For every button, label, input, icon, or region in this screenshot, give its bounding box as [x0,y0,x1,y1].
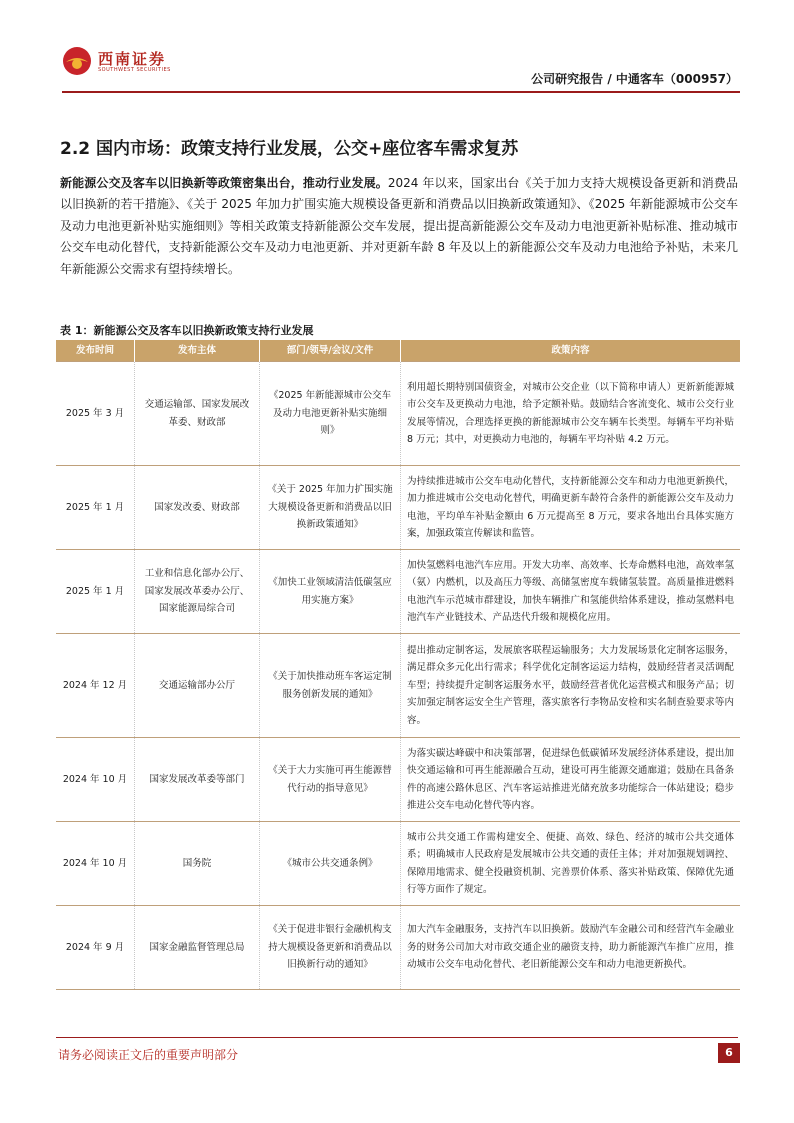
header-divider [62,91,740,93]
cell-time: 2024 年 10 月 [56,738,135,822]
policy-table [56,340,740,990]
cell-issuer: 国家金融监督管理总局 [135,906,260,990]
cell-content: 加快氢燃料电池汽车应用。开发大功率、高效率、长寿命燃料电池，高效率氢（氨）内燃机，以及高压力等级、高储氢密度车载储氢装置。高质量推进燃料电池汽车示范城市群建设，加快车辆推广和氢能供给体系建设，推动氢燃料电池汽车产业链技术、产品迭代升级和规模化应用。 [401,550,741,634]
body-paragraph [60,173,738,280]
cell-time: 2025 年 1 月 [56,466,135,550]
cell-time: 2024 年 9 月 [56,906,135,990]
report-title: 公司研究报告 / 中通客车（000957） [531,72,738,86]
paragraph-lead: 新能源公交及客车以旧换新等政策密集出台，推动行业发展。 [60,176,388,190]
table-header-row [56,340,740,362]
header-document: 部门/领导/会议/文件 [260,340,401,362]
cell-document: 《关于促进非银行金融机构支持大规模设备更新和消费品以旧换新行动的通知》 [260,906,401,990]
logo-english-name: SOUTHWEST SECURITIES [98,67,171,73]
page-number: 6 [718,1043,740,1063]
table-caption: 表 1：新能源公交及客车以旧换新政策支持行业发展 [60,324,314,337]
cell-content: 加大汽车金融服务，支持汽车以旧换新。鼓励汽车金融公司和经营汽车金融业务的财务公司加大对市政交通企业的融资支持，助力新能源汽车推广应用，推动城市公交车电动化替代、老旧新能源公交车和动力电池更新换代。 [401,906,741,990]
cell-content: 提出推动定制客运，发展旅客联程运输服务；大力发展场景化定制客运服务，满足群众多元化出行需求；科学优化定制客运运力结构，鼓励经营者灵活调配车型；持续提升定制客运服务水平，鼓励经营者优化运营模式和服务产品；切实加强定制客运安全生产管理，落实旅客行李物品安检和实名制查验要求等内容。 [401,634,741,738]
table-row [56,466,740,550]
cell-issuer: 国家发展改革委等部门 [135,738,260,822]
cell-time: 2024 年 10 月 [56,822,135,906]
table-row [56,906,740,990]
cell-issuer: 国务院 [135,822,260,906]
cell-document: 《关于大力实施可再生能源替代行动的指导意见》 [260,738,401,822]
header-content: 政策内容 [401,340,741,362]
table-row [56,738,740,822]
cell-content: 为持续推进城市公交车电动化替代，支持新能源公交车和动力电池更新换代，加力推进城市公交电动化替代，明确更新车龄符合条件的新能源公交车及动力电池，平均单车补贴金额由 6 万元提高至 8 万元，要求各地出台具体实施方案，加强政策宣传解读和监管。 [401,466,741,550]
cell-content: 为落实碳达峰碳中和决策部署，促进绿色低碳循环发展经济体系建设，提出加快交通运输和可再生能源融合互动，建设可再生能源交通廊道；鼓励在具备条件的高速公路休息区、汽车客运站推进光储充放多功能综合一体站建设；稳步推进公交车电动化替代等内容。 [401,738,741,822]
table-row [56,550,740,634]
table-row [56,362,740,466]
cell-document: 《加快工业领域清洁低碳氢应用实施方案》 [260,550,401,634]
disclaimer-note: 请务必阅读正文后的重要声明部分 [58,1048,239,1062]
cell-issuer: 交通运输部办公厅 [135,634,260,738]
cell-issuer: 交通运输部、国家发展改革委、财政部 [135,362,260,466]
cell-time: 2025 年 1 月 [56,550,135,634]
paragraph-body: 2024 年以来，国家出台《关于加力支持大规模设备更新和消费品以旧换新的若干措施》、《关于 2025 年加力扩围实施大规模设备更新和消费品以旧换新政策通知》、《2025 年新能源城市公交车及动力电池更新补贴实施细则》等相关政策支持新能源公交车发展，提出提高新能源公交车及动力电池更新补贴标准、推动城市公交车电动化替代，支持新能源公交车及动力电池更新、并对更新车龄 8 年及以上的新能源公交车及动力电池给予补贴，未来几年新能源公交需求有望持续增长。 [60,176,738,276]
cell-content: 利用超长期特别国债资金，对城市公交企业（以下简称申请人）更新新能源城市公交车及更换动力电池，给予定额补贴。鼓励结合客流变化、城市公交行业发展等情况，合理选择更换的新能源城市公交车辆车长类型。每辆车平均补贴 8 万元；其中，对更换动力电池的，每辆车平均补贴 4.2 万元。 [401,362,741,466]
cell-content: 城市公共交通工作需构建安全、便捷、高效、绿色、经济的城市公共交通体系；明确城市人民政府是发展城市公共交通的责任主体；并对加强规划调控、保障用地需求、健全投融资机制、完善票价体系、落实补贴政策、保障优先通行等方面作了规定。 [401,822,741,906]
logo-chinese-name: 西南证券 [98,50,167,68]
table-row [56,634,740,738]
section-title: 2.2 国内市场：政策支持行业发展，公交+座位客车需求复苏 [60,139,519,159]
cell-document: 《城市公共交通条例》 [260,822,401,906]
header-time: 发布时间 [56,340,135,362]
cell-document: 《关于加快推动班车客运定制服务创新发展的通知》 [260,634,401,738]
cell-time: 2024 年 12 月 [56,634,135,738]
cell-document: 《2025 年新能源城市公交车及动力电池更新补贴实施细则》 [260,362,401,466]
cell-time: 2025 年 3 月 [56,362,135,466]
footer-divider [56,1037,738,1038]
cell-issuer: 国家发改委、财政部 [135,466,260,550]
table-row [56,822,740,906]
cell-issuer: 工业和信息化部办公厅、国家发展改革委办公厅、国家能源局综合司 [135,550,260,634]
logo-emblem-icon [62,46,92,76]
cell-document: 《关于 2025 年加力扩围实施大规模设备更新和消费品以旧换新政策通知》 [260,466,401,550]
company-logo [62,46,242,86]
header-issuer: 发布主体 [135,340,260,362]
